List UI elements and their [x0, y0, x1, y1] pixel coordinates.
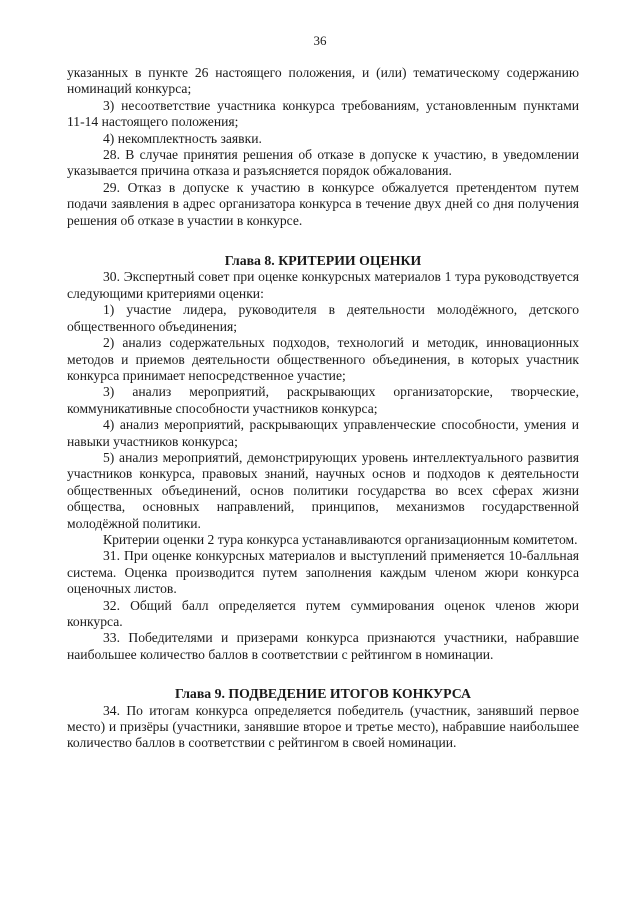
section-chapter-8 — [67, 269, 579, 663]
paragraph: 2) анализ содержательных подходов, технологий и методик, инновационных методов и приемов деятельности общественного объединения, в которых участник конкурса принимает непосредственное участие; — [67, 335, 579, 383]
section-chapter-9 — [67, 703, 579, 752]
paragraph: Критерии оценки 2 тура конкурса устанавливаются организационным комитетом. — [103, 531, 578, 547]
paragraph: 1) участие лидера, руководителя в деятельности молодёжного, детского общественного объединения; — [67, 302, 579, 334]
paragraph: 4) некомплектность заявки. — [103, 130, 262, 146]
paragraph: 3) несоответствие участника конкурса требованиям, установленным пунктами 11-14 настоящего положения; — [67, 97, 579, 130]
paragraph: 3) анализ мероприятий, раскрывающих организаторские, творческие, коммуникативные способности участников конкурса; — [67, 384, 579, 416]
page-number: 36 — [313, 33, 327, 48]
paragraph: указанных в пункте 26 настоящего положения, и (или) тематическому содержанию номинаций конкурса; — [67, 65, 579, 97]
document-body — [67, 65, 579, 752]
paragraph: 28. В случае принятия решения об отказе в допуске к участию, в уведомлении указывается причина отказа и разъясняется порядок обжалования. — [67, 147, 579, 179]
paragraph: 34. По итогам конкурса определяется победитель (участник, занявший первое место) и призёры (участники, занявшие второе и третье место), набравшие наибольшее количество баллов в соответствии с рейтингом в своей номинации. — [67, 702, 579, 751]
paragraph: 29. Отказ в допуске к участию в конкурсе обжалуется претендентом путем подачи заявления в адрес организатора конкурса в течение двух дней со дня получения решения об отказе в участии в конкурсе. — [67, 179, 579, 228]
chapter-8-heading: Глава 8. КРИТЕРИИ ОЦЕНКИ — [224, 253, 422, 269]
paragraph: 5) анализ мероприятий, демонстрирующих уровень интеллектуального развития участников конкурса, правовых знаний, научных основ и подходов к деятельности общественных объединений, основ политики государства во всех сферах жизни общества, основных направлений, принципов, механизмов государственной молодёжной политики. — [67, 449, 579, 531]
paragraph: 33. Победителями и призерами конкурса признаются участники, набравшие наибольшее количество баллов в соответствии с рейтингом в номинации. — [67, 630, 579, 662]
paragraph: 31. При оценке конкурсных материалов и выступлений применяется 10-балльная система. Оценка производится путем заполнения каждым членом жюри конкурса оценочных листов. — [67, 548, 579, 597]
section-intro — [67, 65, 579, 229]
paragraph: 4) анализ мероприятий, раскрывающих управленческие способности, умения и навыки участников конкурса; — [67, 417, 579, 449]
paragraph: 32. Общий балл определяется путем суммирования оценок членов жюри конкурса. — [67, 597, 579, 629]
chapter-9-heading: Глава 9. ПОДВЕДЕНИЕ ИТОГОВ КОНКУРСА — [174, 686, 472, 702]
paragraph: 30. Экспертный совет при оценке конкурсных материалов 1 тура руководствуется следующими критериями оценки: — [67, 269, 579, 301]
